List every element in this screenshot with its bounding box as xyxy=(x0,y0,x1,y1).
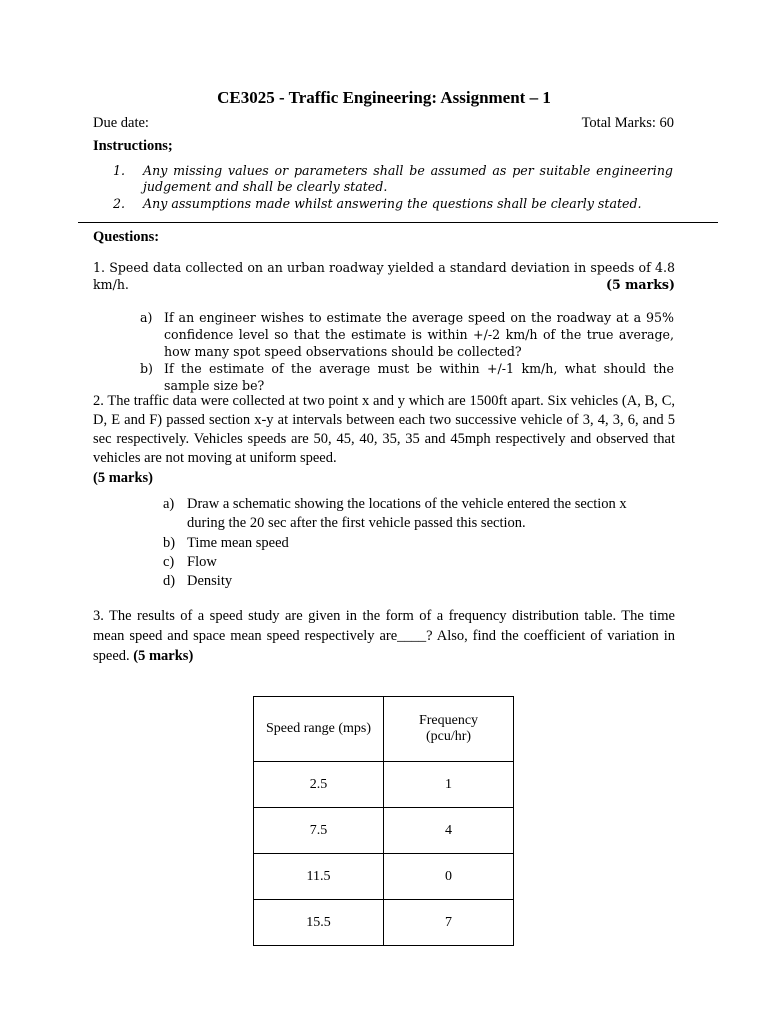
sub-text: If the estimate of the average must be within +/-1 km/h, what should the sample size be? xyxy=(164,361,674,393)
question-1-sub-a xyxy=(140,309,674,360)
frequency-cell: 7 xyxy=(384,900,514,946)
speed-cell: 11.5 xyxy=(254,854,384,900)
sub-text: Draw a schematic showing the locations of the vehicle entered the section x during the 20 sec after the first vehicle passed this section. xyxy=(187,496,627,531)
sub-label: a) xyxy=(163,496,175,512)
question-1 xyxy=(93,259,675,293)
table-row xyxy=(254,900,514,946)
instruction-number: 1. xyxy=(113,163,126,178)
speed-cell: 7.5 xyxy=(254,808,384,854)
question-2-sub-d xyxy=(163,572,232,591)
instruction-item xyxy=(113,163,673,195)
questions-heading: Questions: xyxy=(93,229,160,245)
sub-label: d) xyxy=(163,573,176,589)
table-row xyxy=(254,762,514,808)
column-header-frequency: Frequency (pcu/hr) xyxy=(384,697,514,762)
question-2-sub-a xyxy=(163,495,663,533)
question-1-sub-b xyxy=(140,360,674,394)
table-row xyxy=(254,854,514,900)
table-header-row xyxy=(254,697,514,762)
instructions-heading: Instructions; xyxy=(93,138,173,154)
divider xyxy=(78,222,718,223)
sub-text: Time mean speed xyxy=(187,535,289,551)
frequency-table xyxy=(253,696,514,946)
due-date-label: Due date: xyxy=(93,115,149,131)
question-3 xyxy=(93,606,675,666)
sub-label: b) xyxy=(140,361,153,376)
page-title: CE3025 - Traffic Engineering: Assignment – 1 xyxy=(217,88,551,107)
sub-text: Flow xyxy=(187,554,217,570)
instruction-text: Any missing values or parameters shall be assumed as per suitable engineering judgement and shall be clearly stated. xyxy=(143,163,673,194)
instruction-number: 2. xyxy=(113,196,126,211)
question-2-sub-c xyxy=(163,553,217,572)
instruction-item xyxy=(113,196,673,212)
speed-cell: 2.5 xyxy=(254,762,384,808)
speed-cell: 15.5 xyxy=(254,900,384,946)
question-2-marks: (5 marks) xyxy=(93,470,154,486)
question-1-text: 1. Speed data collected on an urban roadway yielded a standard deviation in speeds of 4.8 km/h. xyxy=(93,260,675,292)
sub-label: a) xyxy=(140,310,153,325)
instruction-text: Any assumptions made whilst answering the questions shall be clearly stated. xyxy=(143,196,642,211)
question-2-sub-b xyxy=(163,534,289,553)
column-header-speed: Speed range (mps) xyxy=(254,697,384,762)
sub-text: If an engineer wishes to estimate the average speed on the roadway at a 95% confidence level so that the estimate is within +/-2 km/h of the true average, how many spot speed observations should be collected? xyxy=(164,310,674,359)
total-marks: Total Marks: 60 xyxy=(581,115,674,131)
question-3-text: 3. The results of a speed study are given in the form of a frequency distribution table. The time mean speed and space mean speed respectively are____? Also, find the coefficient of variation in speed. xyxy=(93,608,675,664)
frequency-cell: 4 xyxy=(384,808,514,854)
sub-label: b) xyxy=(163,535,176,551)
table-row xyxy=(254,808,514,854)
question-3-marks: (5 marks) xyxy=(133,648,194,664)
frequency-cell: 1 xyxy=(384,762,514,808)
sub-text: Density xyxy=(187,573,233,589)
frequency-cell: 0 xyxy=(384,854,514,900)
sub-label: c) xyxy=(163,554,175,570)
question-2-text: 2. The traffic data were collected at two point x and y which are 1500ft apart. Six vehicles (A, B, C, D, E and F) passed section x-y at intervals between each two successive vehicle of 3, 4, 3, 6, and 5 sec respectively. Vehicles speeds are 50, 45, 40, 35, 35 and 45mph respectively and observed that vehicles are not moving at uniform speed. xyxy=(93,393,675,466)
question-1-marks: (5 marks) xyxy=(605,277,675,292)
